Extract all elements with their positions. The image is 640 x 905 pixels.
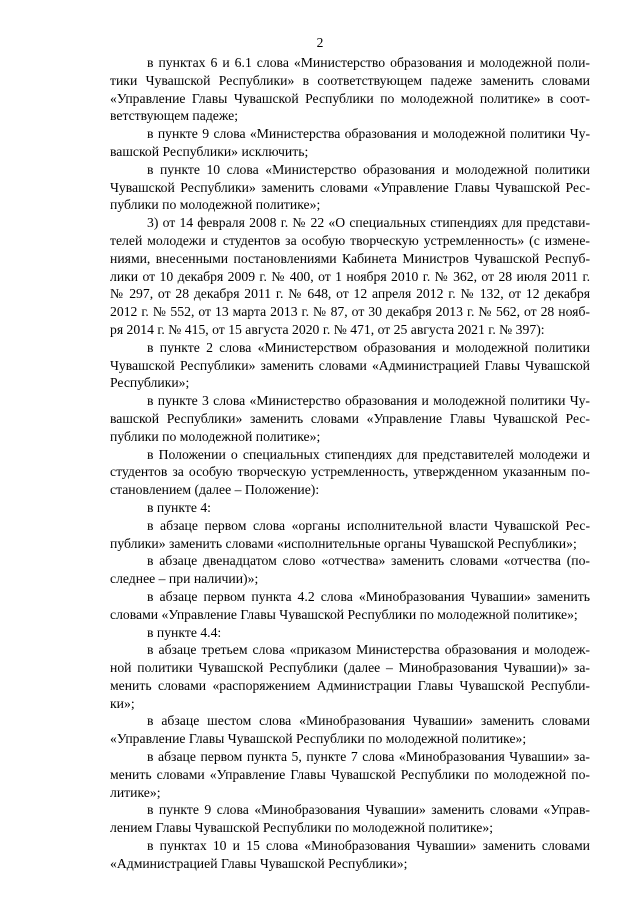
text-line: публики по молодежной политике»; bbox=[110, 428, 321, 444]
text-line: публики» заменить словами «исполнительные органы Чувашской Республики»; bbox=[110, 535, 577, 551]
text-line: менить словами «распоряжением Администрации Главы Чувашской Республи- bbox=[110, 677, 590, 693]
text-line: ря 2014 г. № 415, от 15 августа 2020 г. № 471, от 25 августа 2021 г. № 397): bbox=[110, 321, 545, 337]
text-line: в пункте 3 слова «Министерство образования и молодежной политики Чу- bbox=[147, 393, 590, 409]
text-line: 2012 г. № 552, от 13 марта 2013 г. № 87, от 30 декабря 2013 г. № 562, от 28 нояб- bbox=[110, 304, 590, 320]
text-line: следнее – при наличии)»; bbox=[110, 571, 259, 587]
text-line: Республики»; bbox=[110, 375, 190, 391]
text-line: в абзаце первом пункта 4.2 слова «Минобразования Чувашии» заменить bbox=[147, 588, 590, 604]
text-line: 3) от 14 февраля 2008 г. № 22 «О специальных стипендиях для представи- bbox=[147, 215, 590, 231]
text-line: в абзаце двенадцатом слово «отчества» заменить словами «отчества (по- bbox=[147, 553, 590, 569]
text-line: становлением (далее – Положение): bbox=[110, 482, 320, 498]
text-line: вашской Республики» заменить словами «Управление Главы Чувашской Рес- bbox=[110, 410, 590, 426]
text-line: в абзаце третьем слова «приказом Министерства образования и молодеж- bbox=[147, 642, 590, 658]
text-line: в Положении о специальных стипендиях для представителей молодежи и bbox=[147, 446, 590, 462]
text-line: публики по молодежной политике»; bbox=[110, 197, 321, 213]
text-line: словами «Управление Главы Чувашской Республики по молодежной политике»; bbox=[110, 606, 578, 622]
text-line: в абзаце первом слова «органы исполнительной власти Чувашской Рес- bbox=[147, 517, 590, 533]
text-line: лением Главы Чувашской Республики по молодежной политике»; bbox=[110, 820, 494, 836]
text-line: в пунктах 6 и 6.1 слова «Министерство образования и молодежной поли- bbox=[147, 55, 590, 70]
text-line: в пункте 9 слова «Минобразования Чувашии» заменить словами «Управ- bbox=[147, 802, 590, 818]
text-line: менить словами «Управление Главы Чувашской Республики по молодежной по- bbox=[110, 766, 590, 782]
text-line: ветствующем падеже; bbox=[110, 108, 239, 124]
text-line: в абзаце первом пункта 5, пункте 7 слова «Минобразования Чувашии» за- bbox=[147, 749, 590, 765]
text-line: Чувашской Республики» заменить словами «Управление Главы Чувашской Рес- bbox=[110, 179, 590, 195]
text-line: ной политики Чувашской Республики (далее – Минобразования Чувашии)» за- bbox=[110, 660, 590, 676]
text-line: ниями, внесенными постановлениями Кабинета Министров Чувашской Респуб- bbox=[110, 250, 590, 266]
text-line: Чувашской Республики» заменить словами «Администрацией Главы Чувашской bbox=[110, 357, 590, 373]
text-line: в пункте 4.4: bbox=[147, 624, 222, 640]
text-line: «Администрацией Главы Чувашской Республики»; bbox=[110, 855, 408, 871]
text-line: телей молодежи и студентов за особую творческую устремленность» (с измене- bbox=[110, 232, 590, 248]
text-line: в пункте 4: bbox=[147, 499, 211, 515]
text-line: тики Чувашской Республики» в соответствующем падеже заменить словами bbox=[110, 72, 590, 88]
text-line: в пункте 10 слова «Министерство образования и молодежной политики bbox=[147, 161, 590, 177]
text-line: студентов за особую творческую устремленность, утвержденном указанным по- bbox=[110, 464, 590, 480]
text-line: вашской Республики» исключить; bbox=[110, 143, 309, 159]
page-number: 2 bbox=[316, 35, 324, 50]
text-line: «Управление Главы Чувашской Республики по молодежной политике» в соот- bbox=[110, 90, 590, 106]
text-line: литике»; bbox=[110, 784, 161, 800]
text-line: в абзаце шестом слова «Минобразования Чувашии» заменить словами bbox=[147, 713, 590, 729]
text-line: ки»; bbox=[110, 695, 135, 711]
text-line: в пункте 9 слова «Министерства образования и молодежной политики Чу- bbox=[147, 126, 590, 142]
text-line: № 297, от 28 декабря 2011 г. № 648, от 12 апреля 2012 г. № 132, от 12 декабря bbox=[110, 286, 590, 302]
text-line: «Управление Главы Чувашской Республики по молодежной политике»; bbox=[110, 731, 527, 747]
text-line: лики от 10 декабря 2009 г. № 400, от 1 ноября 2010 г. № 362, от 28 июля 2011 г. bbox=[110, 268, 590, 284]
text-line: в пунктах 10 и 15 слова «Минобразования Чувашии» заменить словами bbox=[147, 838, 590, 854]
text-line: в пункте 2 слова «Министерством образования и молодежной политики bbox=[147, 339, 590, 355]
document-body bbox=[110, 54, 590, 873]
